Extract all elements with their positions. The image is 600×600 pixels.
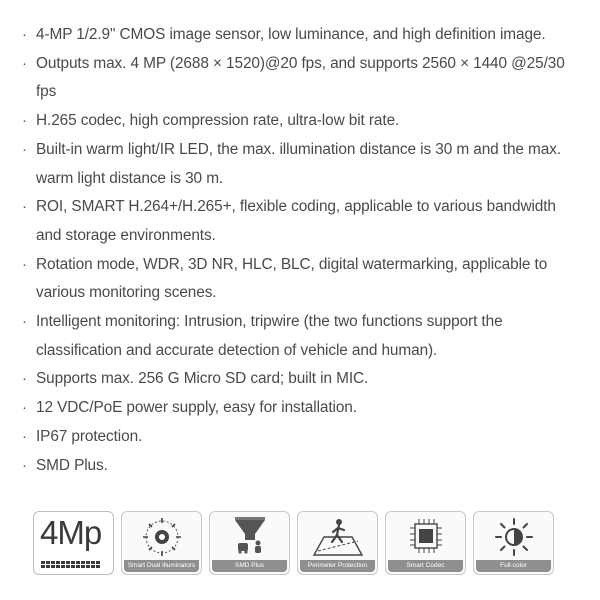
perimeter-protection-badge [297,511,378,575]
feature-item [22,21,582,50]
smart-codec-badge [385,511,466,575]
feature-badge-row [33,511,554,577]
smd-plus-badge [209,511,290,575]
badge-caption: Smart Dual Illuminators [124,560,199,572]
bullet: · [22,456,27,474]
bullet: · [22,255,27,273]
smart-dual-illuminators-badge [121,511,202,575]
bullet: · [22,399,27,417]
feature-list [22,21,582,480]
feature-text: Intelligent monitoring: Intrusion, tripwire (the two functions support the classification and accurate detection of vehicle and human). [36,313,503,359]
full-color-sun-icon [489,515,539,559]
feature-item [22,365,582,394]
badge-caption: Full-color [476,560,551,572]
bullet: · [22,427,27,445]
feature-item [22,193,582,250]
feature-text: Built-in warm light/IR LED, the max. illumination distance is 30 m and the max. warm light distance is 30 m. [36,140,562,187]
feature-item [22,452,582,481]
feature-text: IP67 protection. [36,427,143,445]
feature-text: SMD Plus. [36,456,108,474]
bullet: · [22,54,27,72]
pixel-grid-icon [41,561,100,568]
badge-caption: Smart Codec [388,560,463,572]
bullet: · [22,112,27,130]
dual-illuminator-icon [137,515,187,559]
feature-item [22,394,582,423]
bullet: · [22,26,27,43]
feature-text: Supports max. 256 G Micro SD card; built in MIC. [36,370,369,388]
4mp-resolution-icon: 4Mp [40,514,102,551]
badge-caption: Perimeter Protection [300,560,375,572]
full-color-badge [473,511,554,575]
feature-text: 4-MP 1/2.9" CMOS image sensor, low luminance, and high definition image. [36,26,546,43]
feature-item [22,308,582,365]
feature-text: Outputs max. 4 MP (2688 × 1520)@20 fps, and supports 2560 × 1440 @25/30 fps [36,54,565,101]
badge-caption: SMD Plus [212,560,287,572]
bullet: · [22,313,27,331]
feature-text: ROI, SMART H.264+/H.265+, flexible coding, applicable to various bandwidth and storage environments. [36,198,556,244]
feature-item [22,136,582,193]
bullet: · [22,370,27,388]
feature-text: H.265 codec, high compression rate, ultra-low bit rate. [36,112,400,130]
smd-filter-icon [225,515,275,559]
feature-item [22,251,582,308]
perimeter-walker-icon [310,515,366,559]
feature-item [22,423,582,452]
codec-chip-icon [401,515,451,559]
4mp-badge [33,511,114,575]
bullet: · [22,198,27,216]
feature-item [22,50,582,107]
feature-text: Rotation mode, WDR, 3D NR, HLC, BLC, digital watermarking, applicable to various monitoring scenes. [36,255,548,302]
feature-text: 12 VDC/PoE power supply, easy for installation. [36,399,357,417]
bullet: · [22,140,27,158]
feature-item [22,107,582,136]
